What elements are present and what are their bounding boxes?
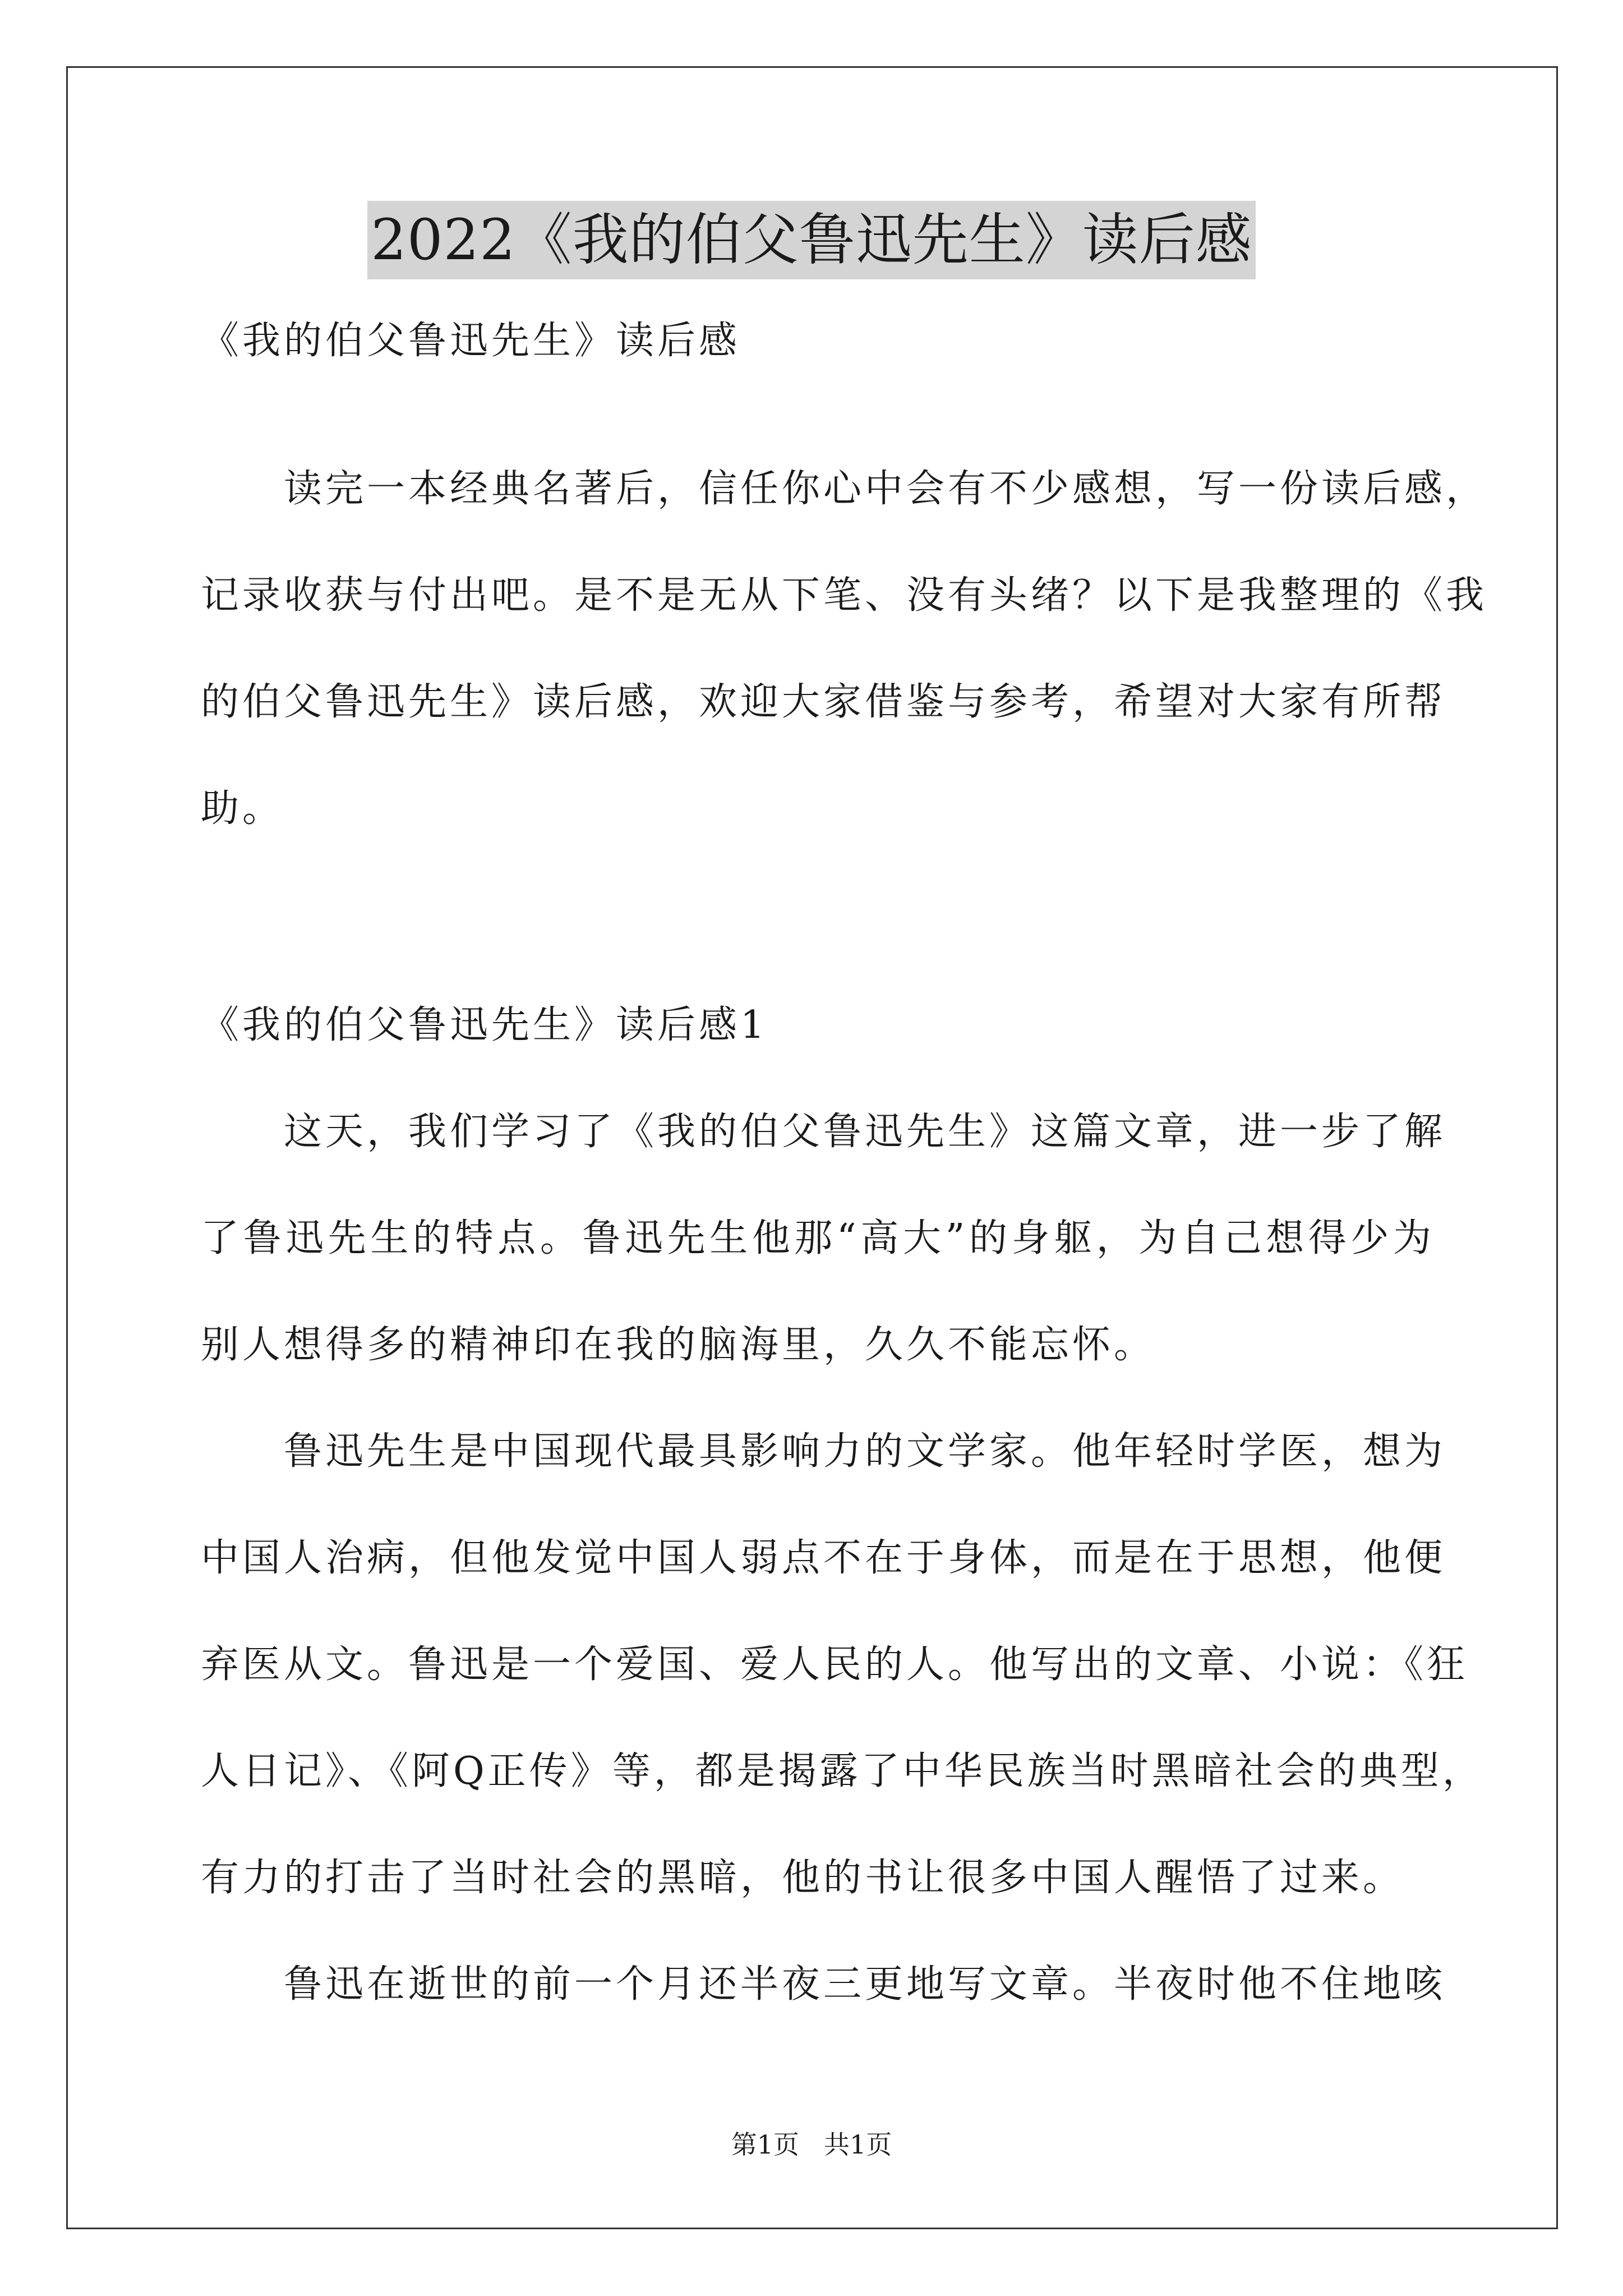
paragraph-line: 的伯父鲁迅先生》读后感，欢迎大家借鉴与参考，希望对大家有所帮	[201, 680, 1446, 724]
paragraph-line: 有力的打击了当时社会的黑暗，他的书让很多中国人醒悟了过来。	[201, 1856, 1405, 1900]
paragraph-line: 读完一本经典名著后，信任你心中会有不少感想，写一份读后感，	[201, 467, 1488, 511]
paragraph-line: 人日记》、《阿Q正传》等，都是揭露了中华民族当时黑暗社会的典型，	[201, 1749, 1484, 1793]
paragraph-line: 别人想得多的精神印在我的脑海里，久久不能忘怀。	[201, 1323, 1156, 1367]
paragraph-line: 鲁迅先生是中国现代最具影响力的文学家。他年轻时学医，想为	[201, 1429, 1446, 1474]
paragraph-line: 记录收获与付出吧。是不是无从下笔、没有头绪？以下是我整理的《我	[201, 573, 1488, 618]
paragraph-line: 了鲁迅先生的特点。鲁迅先生他那“高大”的身躯，为自己想得少为	[201, 1216, 1435, 1260]
paragraph-line: 弃医从文。鲁迅是一个爱国、爱人民的人。他写出的文章、小说：《狂	[201, 1642, 1469, 1687]
paragraph-line: 这天，我们学习了《我的伯父鲁迅先生》这篇文章，进一步了解	[201, 1110, 1446, 1154]
title-container	[0, 201, 1623, 279]
paragraph-line: 中国人治病，但他发觉中国人弱点不在于身体，而是在于思想，他便	[201, 1536, 1446, 1580]
section-heading: 《我的伯父鲁迅先生》读后感1	[201, 1003, 768, 1047]
page-number: 第1页	[731, 2129, 799, 2160]
paragraph-line: 鲁迅在逝世的前一个月还半夜三更地写文章。半夜时他不住地咳	[201, 1962, 1446, 2007]
page-total: 共1页	[824, 2129, 892, 2160]
paragraph-line: 助。	[201, 786, 284, 831]
document-title: 2022《我的伯父鲁迅先生》读后感	[367, 201, 1256, 279]
section-heading: 《我的伯父鲁迅先生》读后感	[201, 319, 741, 363]
page-footer	[0, 2129, 1623, 2160]
